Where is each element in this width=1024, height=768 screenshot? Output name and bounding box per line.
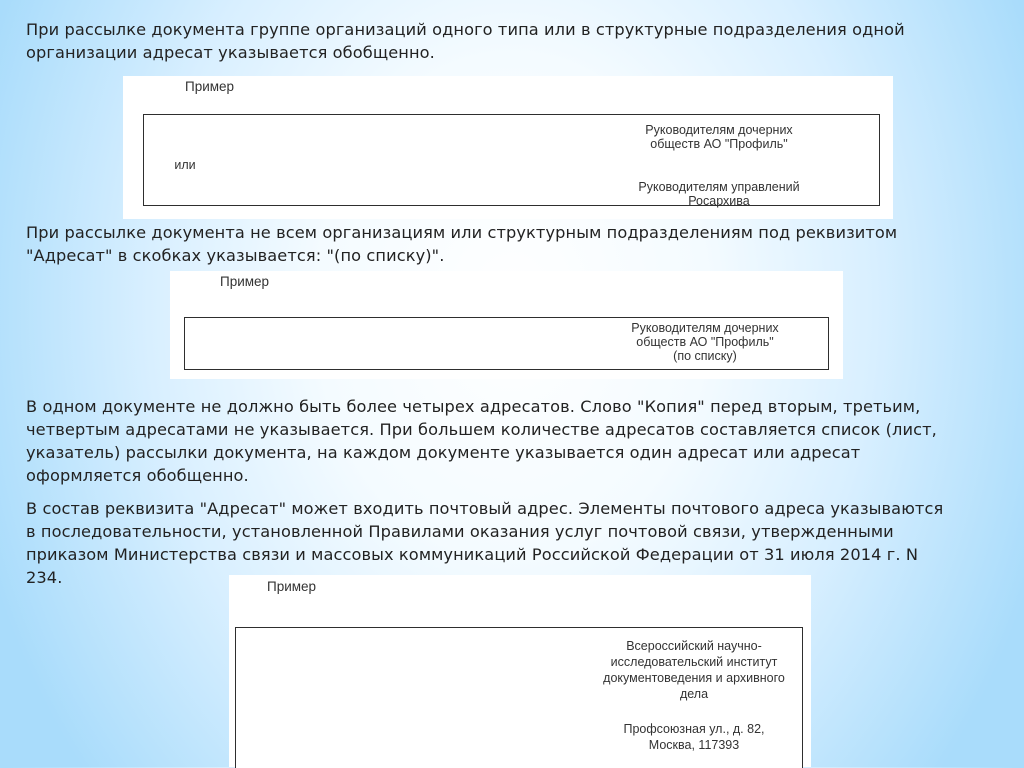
example-by-list <box>170 271 843 379</box>
paragraph-max-addressees: В одном документе не должно быть более четырех адресатов. Слово "Копия" перед вторым, третьим, четвертым адресатами не указывается. При большем количестве адресатов составляется список (лист, указатель) рассылки документа, на каждом документе указывается один адресат или адресат оформляется обобщенно. <box>26 397 937 485</box>
example-postal-address <box>229 575 811 767</box>
paragraph-generalized-addressee: При рассылке документа группе организаций одного типа или в структурные подразделения одной организации адресат указывается обобщенно. <box>26 20 905 62</box>
postal-address: Профсоюзная ул., д. 82, Москва, 117393 <box>623 722 765 752</box>
addressee-rosarchiv: Руководителям управлений Росархива <box>638 180 800 208</box>
or-label: или <box>174 158 196 172</box>
paragraph-by-list: При рассылке документа не всем организациям или структурным подразделениям под реквизитом "Адресат" в скобках указывается: "(по списку)". <box>26 223 898 265</box>
example-label: Пример <box>220 274 270 289</box>
paragraph-postal-address: В состав реквизита "Адресат" может входить почтовый адрес. Элементы почтового адреса указываются в последовательности, установленной Правилами оказания услуг почтовой связи, утвержденными приказом Министерства связи и массовых коммуникаций Российской Федерации от 31 июля 2014 г. N 234. <box>26 499 944 587</box>
addressee-subsidiaries: Руководителям дочерних обществ АО "Профиль" <box>645 123 793 151</box>
organization-name: Всероссийский научно- исследовательский институт документоведения и архивного дела <box>603 639 785 701</box>
example-generalized-addressee <box>123 76 893 219</box>
addressee-by-list: Руководителям дочерних обществ АО "Профиль" (по списку) <box>631 321 779 363</box>
example-label: Пример <box>267 579 317 594</box>
example-label: Пример <box>185 79 235 94</box>
